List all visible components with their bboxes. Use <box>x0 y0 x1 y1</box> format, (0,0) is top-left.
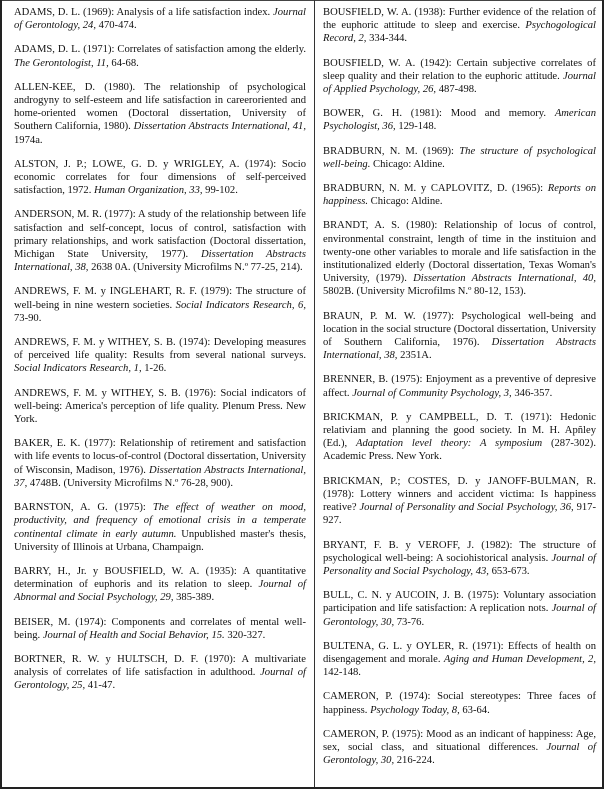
reference-title: Relationship of retirement and satisfaction with life events to locus-of-control (Doctoral dissertation, University of Wisconsin, Madison, 1976). <box>14 438 306 476</box>
reference-author: ALLEN-KEE, D. (1980). <box>14 81 145 93</box>
reference-details: 41-47. <box>85 680 116 692</box>
reference-title: Developing measures of perceived life quality: Results from several national surveys. <box>14 337 306 362</box>
reference-title: Components and correlates of mental well-being. <box>14 616 307 641</box>
reference-journal: The effect of weather on mood, productivity, and frequency of emotional crisis in a temperate continental climate in early autumn. <box>14 502 306 540</box>
reference-entry <box>14 565 306 605</box>
reference-entry <box>14 285 306 325</box>
reference-details: 2638 0A. (University Microfilms N.º 77-25, 214). <box>88 262 303 274</box>
reference-author: BAKER, E. K. (1977): <box>14 438 120 450</box>
reference-title: Analysis of a life satisfaction index. <box>116 7 274 18</box>
reference-author: ALSTON, J. P.; LOWE, G. D. y WRIGLEY, A. (1974): <box>14 158 282 170</box>
reference-entry <box>14 43 306 69</box>
reference-author: BULTENA, G. L. y OYLER, R. (1971): <box>323 640 508 652</box>
reference-author: CAMERON, P. (1975): <box>323 728 427 740</box>
reference-journal: Journal of Gerontology, 24, <box>14 7 306 32</box>
reference-entry <box>14 387 306 427</box>
reference-journal: Dissertation Abstracts International, 38, <box>323 337 596 362</box>
reference-entry <box>323 145 596 171</box>
reference-author: BRICKMAN, P.; COSTES, D. y JANOFF-BULMAN, R. (1978): <box>323 475 596 500</box>
reference-title: Effects of health on disengagement and morale. <box>323 640 596 665</box>
reference-journal: Dissertation Abstracts International, 41, <box>133 121 306 133</box>
reference-author: ANDERSON, M. R. (1977): <box>14 209 138 221</box>
reference-title: Social indicators of well-being: America's perception of life quality. Plenum Press. New York. <box>14 387 306 426</box>
right-column <box>323 6 596 778</box>
reference-author: BULL, C. N. y AUCOIN, J. B. (1975): <box>323 590 504 602</box>
reference-title: Relationship of locus of control, environmental constraint, length of time in the instituion and twenty-one other variables to morale and life satisfaction in the institutionalized elderly (Doctoral dissertation, Texas Woman's University, (1979). <box>323 220 596 285</box>
reference-title: A study of the relationship between life satisfaction and self-concept, locus of control, satisfaction with primary relationships, and work satisfaction (Doctoral dissertation, Michigan State University, 1977). <box>14 209 307 261</box>
reference-entry <box>323 690 596 716</box>
reference-details: Chicago: Aldine. <box>368 196 443 208</box>
reference-journal: Dissertation Abstracts International, 37, <box>14 464 306 489</box>
reference-entry <box>14 208 306 274</box>
reference-details: 142-148. <box>323 667 361 679</box>
reference-details: 4748B. (University Microfilms N.º 76-28, 900). <box>27 477 233 489</box>
reference-entry <box>323 182 596 208</box>
reference-details: Unpublished master's thesis, University of Illinois at Urbana, Champaign. <box>14 528 306 553</box>
top-border <box>2 0 602 1</box>
reference-title: Social stereotypes: Three faces of happiness. <box>323 691 596 716</box>
reference-journal: Psychology Today, 8, <box>370 704 460 716</box>
reference-entry <box>323 728 596 768</box>
reference-journal: American Psychologist, 36, <box>323 108 596 133</box>
reference-title: Certain subjective correlates of sleep quality and their relation to the euphoric attitude. <box>323 57 596 82</box>
reference-journal: Journal of Abnormal and Social Psychology, 29, <box>14 579 306 604</box>
reference-title: Lottery winners and accident victima: Is happiness reative? <box>323 488 597 514</box>
reference-details: 346-357. <box>511 387 553 399</box>
reference-title: Psychological well-being and location in the social structure (Doctoral dissertation, University of Southern California, 1976). <box>323 310 596 349</box>
reference-details: 64-68. <box>108 57 139 69</box>
reference-author: BRADBURN, N. M. y CAPLOVITZ, D. (1965): <box>323 183 548 195</box>
reference-journal: Social Indicators Research, 6, <box>175 299 306 311</box>
reference-journal: The structure of psychological well-being. <box>323 145 596 170</box>
reference-author: BEISER, M. (1974): <box>14 616 112 628</box>
reference-entry <box>14 653 306 693</box>
reference-entry <box>14 616 306 642</box>
reference-journal: Journal of Personality and Social Psychology, 43, <box>323 552 596 577</box>
reference-title: Hedonic relativiam and planning the good society. In M. H. Apñley (Ed.), <box>323 411 596 450</box>
reference-details: 1-26. <box>141 363 167 375</box>
reference-details: 334-344. <box>366 33 408 45</box>
reference-author: ANDREWS, F. M. y INGLEHART, R. F. (1979): <box>14 286 236 298</box>
reference-entry <box>14 6 306 32</box>
reference-entry <box>14 336 306 376</box>
reference-journal: Journal of Personality and Social Psychology, 36, <box>359 502 574 514</box>
reference-entry <box>323 57 596 97</box>
reference-details: 216-224. <box>394 755 435 767</box>
reference-title: A multivariate analysis of correlates of life satisfaction in adulthood. <box>14 653 306 679</box>
reference-author: BRENNER, B. (1975): <box>323 374 426 386</box>
reference-details: 73-76. <box>394 616 425 628</box>
reference-title: The structure of well-being in nine western societies. <box>14 286 307 311</box>
reference-entry <box>323 475 596 528</box>
reference-journal: Journal of Applied Psychology, 26, <box>323 70 596 96</box>
reference-details: 320-327. <box>224 629 266 641</box>
reference-author: BOUSFIELD, W. A. (1938): <box>323 7 449 18</box>
reference-details: 63-64. <box>459 704 490 716</box>
reference-title: Enjoyment as a preventive of depresive affect. <box>323 374 596 399</box>
reference-entry <box>323 640 596 680</box>
reference-journal: Dissertation Abstracts International, 40, <box>413 273 596 285</box>
reference-journal: Adaptation level theory: A symposium <box>355 438 543 450</box>
reference-title: Mood as an indicant of happiness: Age, sex, social class, and situational differences. <box>323 728 596 753</box>
reference-journal: Human Organization, 33, <box>94 185 203 197</box>
reference-journal: The Gerontologist, 11, <box>14 57 109 69</box>
reference-author: BRANDT, A. S. (1980): <box>323 220 444 232</box>
reference-journal: Reports on happiness. <box>323 183 597 208</box>
reference-details: 5802B. (University Microfilms N.º 80-12, 153). <box>323 286 527 298</box>
reference-details: 917-927. <box>323 502 596 527</box>
reference-details: Chicago: Aldine. <box>370 158 445 170</box>
reference-entry <box>14 81 306 147</box>
reference-title: Further evidence of the relation of the euphoric attitude to sleep and exercise. <box>323 7 596 32</box>
reference-journal: Journal of Gerontology, 25, <box>14 667 306 692</box>
reference-title: Voluntary association participation and life satisfaction: A replication nots. <box>323 590 597 615</box>
reference-author: BRICKMAN, P. y CAMPBELL, D. T. (1971): <box>323 411 561 423</box>
reference-details: 99-102. <box>202 185 238 197</box>
reference-author: ANDREWS, F. M. y WITHEY, S. B. (1974): <box>14 337 214 349</box>
left-column <box>14 6 306 704</box>
reference-entry <box>323 373 596 399</box>
reference-author: BOWER, G. H. (1981): <box>323 108 451 120</box>
reference-author: BRADBURN, N. M. (1969): <box>323 145 460 157</box>
column-divider <box>314 0 315 789</box>
reference-entry <box>323 310 596 363</box>
reference-details: 470-474. <box>96 20 137 32</box>
reference-journal: Dissertation Abstracts International, 38, <box>14 249 306 274</box>
reference-journal: Psychogological Record, 2, <box>323 20 596 45</box>
reference-author: BARRY, H., Jr. y BOUSFIELD, W. A. (1935): <box>14 565 243 577</box>
reference-journal: Journal of Gerontology, 30, <box>323 741 596 767</box>
reference-journal: Journal of Health and Social Behavior, 15. <box>42 629 225 641</box>
reference-entry <box>323 539 596 579</box>
reference-title: A quantitative determination of euphoris and its relation to sleep. <box>14 565 306 591</box>
reference-details: 487-498. <box>436 84 477 96</box>
reference-author: ADAMS, D. L. (1969): <box>14 7 117 18</box>
reference-author: BRAUN, P. M. W. (1977): <box>323 310 462 322</box>
reference-author: ADAMS, D. L. (1971): <box>14 44 118 56</box>
reference-details: 385-389. <box>173 592 215 604</box>
reference-details: 653-673. <box>488 565 530 577</box>
reference-details: 129-148. <box>395 121 437 133</box>
reference-author: BARNSTON, A. G. (1975): <box>14 502 153 514</box>
reference-details: 73-90. <box>14 312 42 324</box>
reference-journal: Journal of Gerontology, 30, <box>323 603 596 628</box>
reference-entry <box>14 437 306 490</box>
reference-author: ANDREWS, F. M. y WITHEY, S. B. (1976): <box>14 387 221 399</box>
reference-author: BRYANT, F. B. y VEROFF, J. (1982): <box>323 539 520 551</box>
reference-title: Socio economic correlates for four dimensions of self-perceived satisfaction, 1972. <box>14 158 306 197</box>
reference-details: 1974a. <box>14 134 43 146</box>
reference-entry <box>323 6 596 46</box>
reference-entry <box>14 158 306 198</box>
reference-author: BOUSFIELD, W. A. (1942): <box>323 57 457 69</box>
reference-entry <box>323 411 596 464</box>
reference-title: Correlates of satisfaction among the elderly. <box>117 44 306 56</box>
reference-journal: Aging and Human Development, 2, <box>443 653 596 665</box>
reference-title: The structure of psychological well-being: A sociohistorical analysis. <box>323 539 596 564</box>
reference-entry <box>14 501 306 554</box>
reference-entry <box>323 219 596 298</box>
reference-journal: Social Indicators Research, 1, <box>14 363 142 375</box>
reference-author: CAMERON, P. (1974): <box>323 691 438 703</box>
reference-journal: Journal of Community Psychology, 3, <box>352 387 512 399</box>
reference-details: (287-302). Academic Press. New York. <box>323 438 596 463</box>
reference-entry <box>323 107 596 133</box>
reference-title: Mood and memory. <box>450 108 555 120</box>
reference-author: BORTNER, R. W. y HULTSCH, D. F. (1970): <box>14 653 242 665</box>
reference-entry <box>323 589 596 629</box>
reference-title: The relationship of psychological androgyny to self-esteem and life satisfaction in careeroriented and home-oriented women (Doctoral dissertation, University of Southern California, 1980). <box>14 81 306 133</box>
reference-details: 2351A. <box>397 350 432 362</box>
